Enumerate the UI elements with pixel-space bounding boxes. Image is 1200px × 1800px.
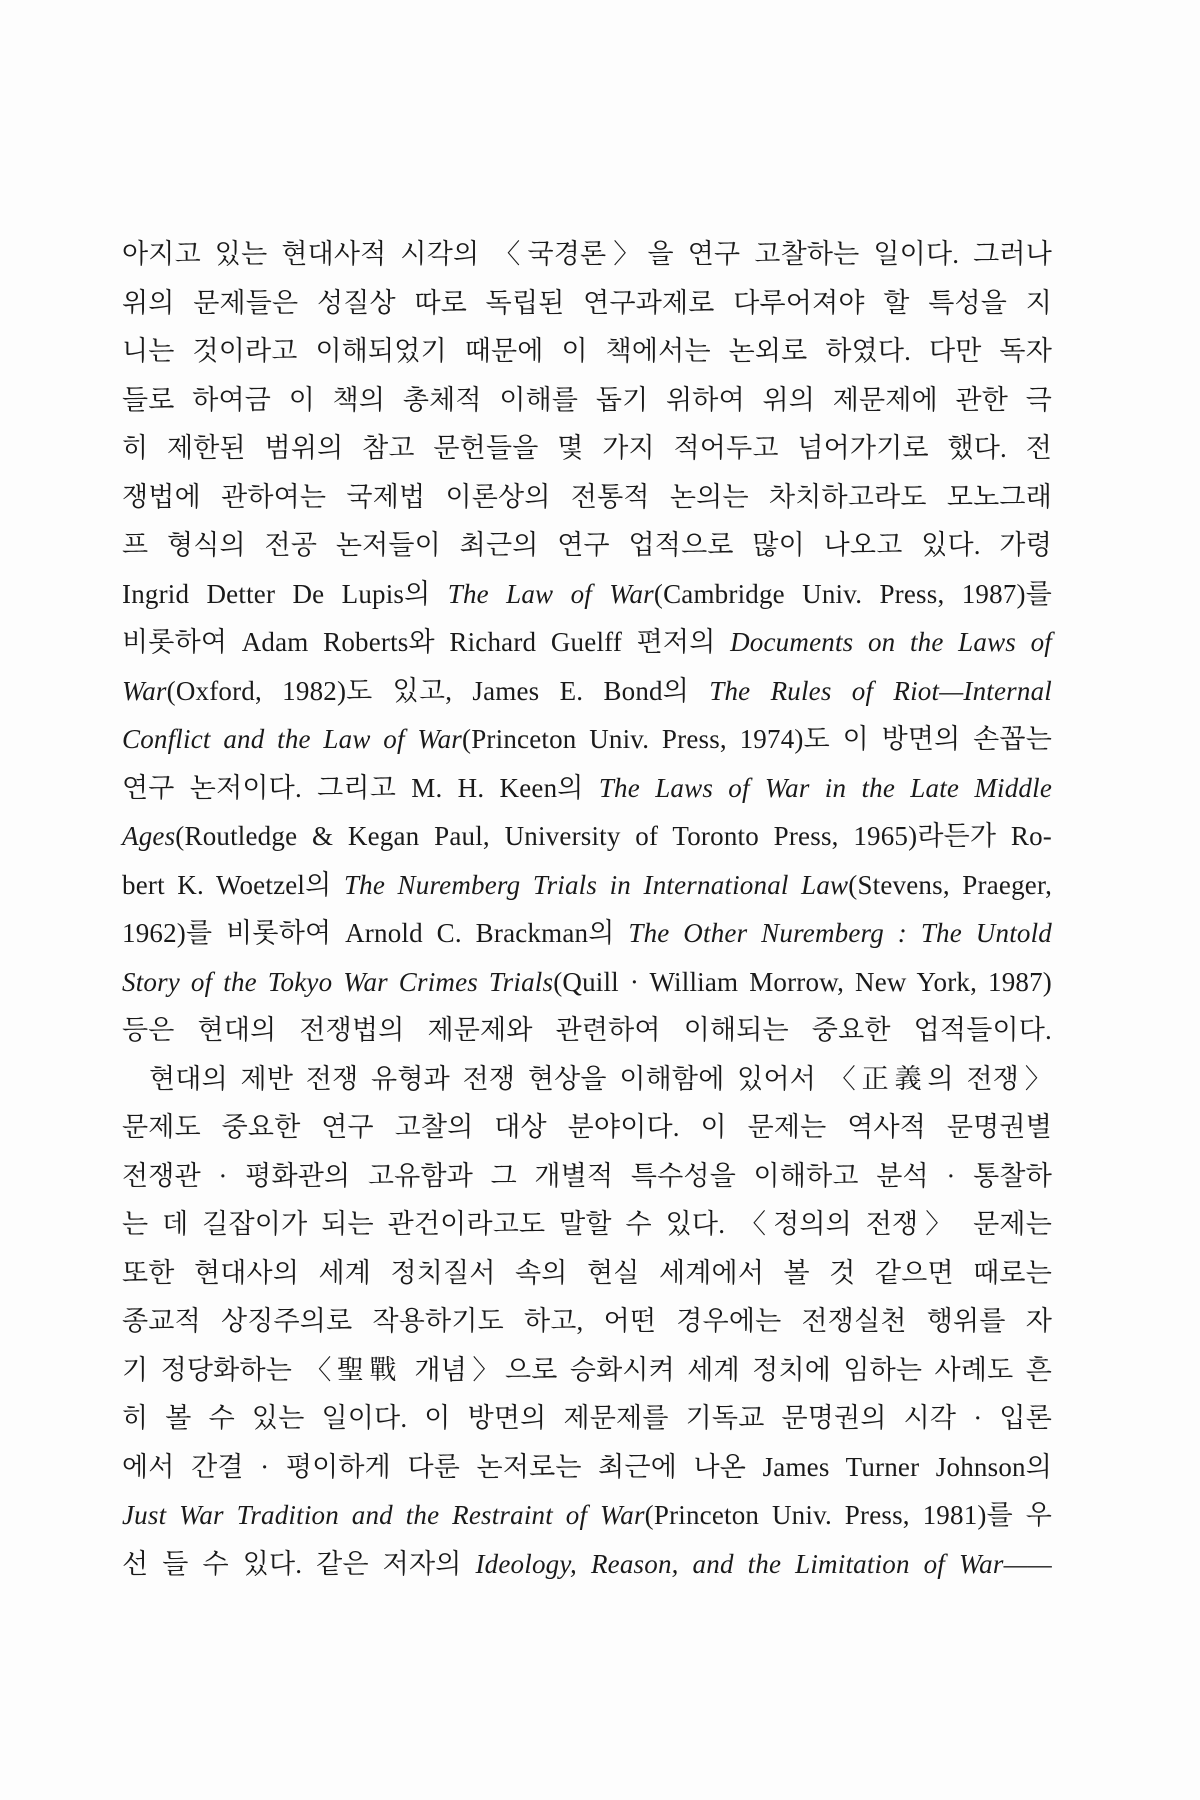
text-line	[122, 1443, 1052, 1492]
line-text: 종교적 상징주의로 작용하기도 하고, 어떤 경우에는 전쟁실천 행위를 자	[122, 1306, 1052, 1336]
text-line	[122, 570, 1052, 619]
text-line	[122, 1491, 1052, 1540]
book-title-text: Conflict and the Law of War	[122, 724, 463, 754]
text-line	[122, 473, 1052, 522]
text-line	[122, 1346, 1052, 1395]
line-text: 쟁법에 관하여는 국제법 이론상의 전통적 논의는 차치하고라도 모노그래	[122, 481, 1052, 512]
text-line	[122, 909, 1052, 958]
text-line	[122, 667, 1052, 716]
book-title-text: War	[122, 675, 167, 706]
line-text: (Princeton Univ. Press, 1974)도 이 방면의 손꼽는	[462, 724, 1052, 754]
text-line	[122, 1055, 1052, 1104]
book-title-text: Ideology, Reason, and the Limitation of War——	[475, 1548, 1052, 1579]
book-title-text: Story of the Tokyo War Crimes Trials	[122, 966, 554, 997]
text-line	[122, 424, 1052, 473]
line-text: 선 들 수 있다. 같은 저자의	[122, 1548, 476, 1579]
line-text: 등은 현대의 전쟁법의 제문제와 관련하여 이해되는 중요한 업적들이다.	[122, 1015, 1052, 1045]
book-title-text: The Nuremberg Trials in International Law	[343, 869, 849, 900]
line-text: (Princeton Univ. Press, 1981)를 우	[644, 1500, 1053, 1530]
line-text: 또한 현대사의 세계 정치질서 속의 현실 세계에서 볼 것 같으면 때로는	[122, 1257, 1052, 1288]
text-line	[122, 279, 1052, 328]
text-line	[122, 1006, 1052, 1055]
text-line	[122, 618, 1052, 667]
text-line	[122, 715, 1052, 764]
book-title-text: The Law of War	[447, 578, 654, 609]
book-title-text: The Rules of Riot—Internal	[709, 675, 1052, 706]
line-text: (Oxford, 1982)도 있고, James E. Bond의	[166, 675, 710, 706]
line-text: 1962)를 비롯하여 Arnold C. Brackman의	[122, 918, 629, 948]
text-line	[122, 1297, 1052, 1346]
text-line	[122, 1200, 1052, 1249]
book-title-text: The Other Nuremberg : The Untold	[628, 918, 1052, 948]
paragraph-war-law-references	[122, 230, 1052, 1055]
book-title-text: Documents on the Laws of	[730, 627, 1052, 657]
text-line	[122, 764, 1052, 813]
line-text: 현대의 제반 전쟁 유형과 전쟁 현상을 이해함에 있어서 〈正義의 전쟁〉	[149, 1063, 1052, 1094]
line-text: 전쟁관 · 평화관의 고유함과 그 개별적 특수성을 이해하고 분석 · 통찰하	[122, 1160, 1052, 1191]
text-line	[122, 1540, 1052, 1589]
text-line	[122, 327, 1052, 376]
text-line	[122, 1152, 1052, 1201]
paragraph-just-war	[122, 1055, 1052, 1589]
line-text: 위의 문제들은 성질상 따로 독립된 연구과제로 다루어져야 할 특성을 지	[122, 287, 1052, 318]
line-text: 아지고 있는 현대사적 시각의 〈국경론〉을 연구 고찰하는 일이다. 그러나	[122, 239, 1052, 269]
text-line	[122, 958, 1052, 1007]
text-line	[122, 521, 1052, 570]
line-text: 비롯하여 Adam Roberts와 Richard Guelff 편저의	[122, 627, 731, 657]
line-text: 연구 논저이다. 그리고 M. H. Keen의	[122, 772, 599, 803]
book-title-text: Ages	[122, 821, 176, 851]
line-text: Ingrid Detter De Lupis의	[122, 578, 448, 609]
text-line	[122, 812, 1052, 861]
line-text: bert K. Woetzel의	[122, 869, 344, 900]
text-line	[122, 376, 1052, 425]
line-text: (Routledge & Kegan Paul, University of Toronto Press, 1965)라든가 Ro-	[175, 821, 1052, 851]
text-line	[122, 230, 1052, 279]
text-line	[122, 861, 1052, 910]
book-title-text: Just War Tradition and the Restraint of War	[122, 1500, 645, 1530]
book-title-text: The Laws of War in the Late Middle	[598, 772, 1053, 803]
line-text: 히 제한된 범위의 참고 문헌들을 몇 가지 적어두고 넘어가기로 했다. 전	[122, 433, 1052, 463]
line-text: 들로 하여금 이 책의 총체적 이해를 돕기 위하여 위의 제문제에 관한 극	[122, 384, 1052, 415]
text-line	[122, 1103, 1052, 1152]
text-line	[122, 1249, 1052, 1298]
line-text: (Quill · William Morrow, New York, 1987)	[553, 966, 1052, 997]
text-line	[122, 1394, 1052, 1443]
line-text: 기 정당화하는 〈聖戰 개념〉으로 승화시켜 세계 정치에 임하는 사례도 흔	[122, 1354, 1052, 1385]
line-text: 히 볼 수 있는 일이다. 이 방면의 제문제를 기독교 문명권의 시각 · 입론	[122, 1403, 1052, 1433]
line-text: 니는 것이라고 이해되었기 때문에 이 책에서는 논외로 하였다. 다만 독자	[122, 336, 1052, 366]
line-text: 프 형식의 전공 논저들이 최근의 연구 업적으로 많이 나오고 있다. 가령	[122, 530, 1052, 560]
line-text: 문제도 중요한 연구 고찰의 대상 분야이다. 이 문제는 역사적 문명권별	[122, 1112, 1052, 1142]
line-text: 에서 간결 · 평이하게 다룬 논저로는 최근에 나온 James Turner Johnson의	[122, 1451, 1052, 1482]
body-text	[122, 230, 1052, 1588]
line-text: (Stevens, Praeger,	[848, 869, 1053, 900]
line-text: 는 데 길잡이가 되는 관건이라고도 말할 수 있다. 〈정의의 전쟁〉 문제는	[122, 1209, 1052, 1239]
line-text: (Cambridge Univ. Press, 1987)를	[653, 578, 1052, 609]
